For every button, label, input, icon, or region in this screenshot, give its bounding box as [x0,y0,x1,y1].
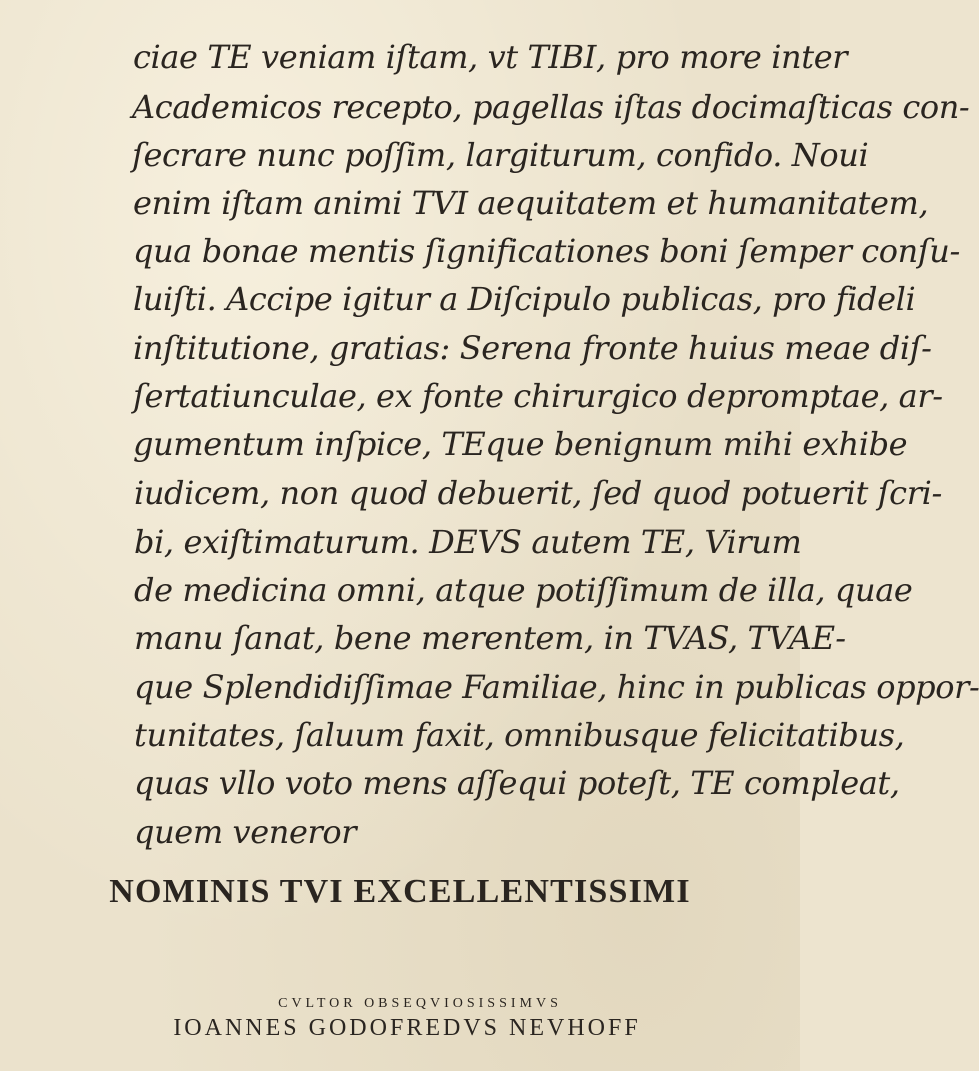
text-line: enim iſtam animi TVI aequitatem et humanitatem, [133,184,929,222]
text-line: Academicos recepto, pagellas iſtas docimaſticas con- [132,88,970,126]
text-line: quem veneror [134,813,357,851]
text-line: tunitates, ſaluum faxit, omnibusque felicitatibus, [134,716,905,754]
closing-role: CVLTOR OBSEQVIOSISSIMVS [278,996,562,1011]
text-line: bi, exiſtimaturum. DEVS autem TE, Virum [134,523,802,561]
text-line: quas vllo voto mens aſſequi poteſt, TE compleat, [134,764,900,802]
text-line: ſecrare nunc poſſim, largiturum, confido. Noui [132,136,869,174]
author-name: IOANNES GODOFREDVS NEVHOFF [173,1015,641,1041]
text-line: que Splendidiſſimae Familiae, hinc in publicas oppor- [134,668,979,706]
text-line: iudicem, non quod debuerit, ſed quod potuerit ſcri- [134,474,942,512]
text-line: qua bonae mentis ſignificationes boni ſemper conſu- [133,232,960,270]
text-line: luiſti. Accipe igitur a Diſcipulo publicas, pro fideli [133,280,916,318]
text-line: gumentum inſpice, TEque benignum mihi exhibe [133,425,908,463]
text-line: inſtitutione, gratias: Serena fronte huius meae diſ- [133,329,932,367]
text-line: manu ſanat, bene merentem, in TVAS, TVAE- [134,619,846,657]
text-line: ciae TE veniam iſtam, vt TIBI, pro more inter [133,38,848,76]
text-line: de medicina omni, atque potiſſimum de illa, quae [134,571,913,609]
closing-heading: NOMINIS TVI EXCELLENTISSIMI [109,873,691,910]
text-line: ſertatiunculae, ex fonte chirurgico depromptae, ar- [133,377,943,415]
